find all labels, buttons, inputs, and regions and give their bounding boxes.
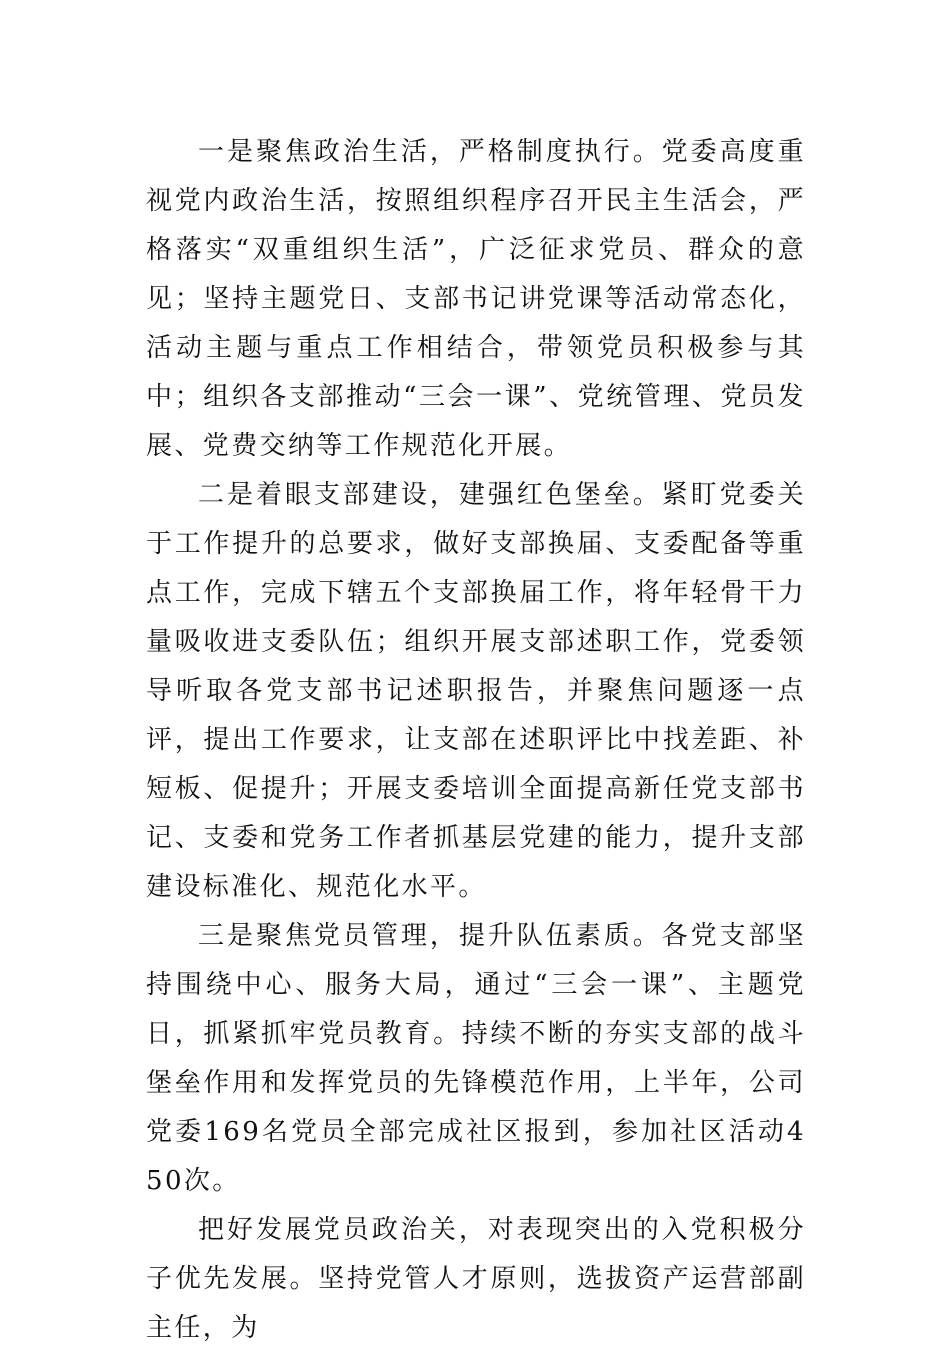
paragraph-member-management: 三是聚焦党员管理，提升队伍素质。各党支部坚持围绕中心、服务大局，通过“三会一课”、主题党日，抓紧抓牢党员教育。持续不断的夯实支部的战斗堡垒作用和发挥党员的先锋模范作用，上半年，公司党委169名党员全部完成社区报到，参加社区活动450次。	[146, 921, 806, 1196]
paragraph-member-development: 把好发展党员政治关，对表现突出的入党积极分子优先发展。坚持党管人才原则，选拔资产运营部副主任，为	[146, 1215, 806, 1343]
paragraph-branch-building: 二是着眼支部建设，建强红色堡垒。紧盯党委关于工作提升的总要求，做好支部换届、支委配备等重点工作，完成下辖五个支部换届工作，将年轻骨干力量吸收进支委队伍；组织开展支部述职工作，党委领导听取各党支部书记述职报告，并聚焦问题逐一点评，提出工作要求，让支部在述职评比中找差距、补短板、促提升；开展支委培训全面提高新任党支部书记、支委和党务工作者抓基层党建的能力，提升支部建设标准化、规范化水平。	[146, 480, 806, 902]
paragraph-political-life: 一是聚焦政治生活，严格制度执行。党委高度重视党内政治生活，按照组织程序召开民主生活会，严格落实“双重组织生活”，广泛征求党员、群众的意见；坚持主题党日、支部书记讲党课等活动常态化，活动主题与重点工作相结合，带领党员积极参与其中；组织各支部推动“三会一课”、党统管理、党员发展、党费交纳等工作规范化开展。	[146, 137, 806, 461]
document-body	[146, 128, 806, 1353]
